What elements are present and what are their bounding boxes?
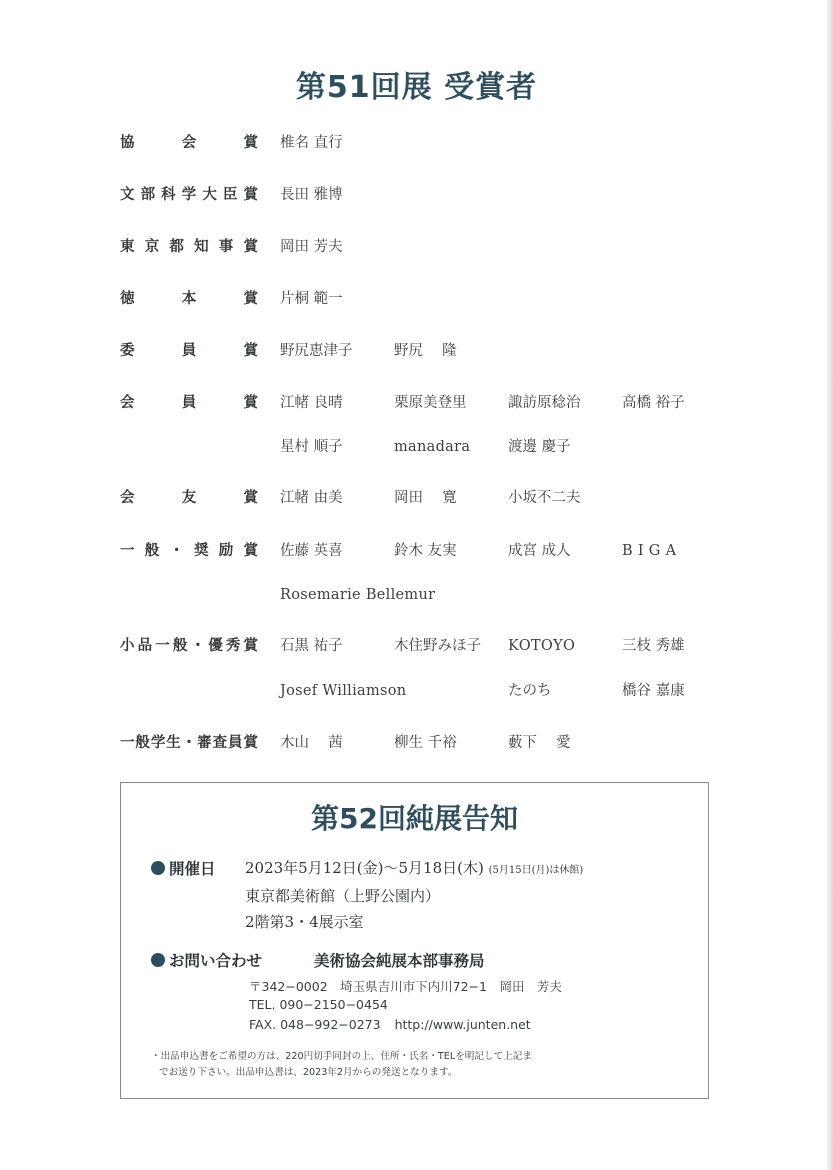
footnote-line-2: でお送り下さい。出品申込書は、2023年2月からの発送となります。 bbox=[159, 1067, 458, 1078]
award-winner: 高橋 裕子 bbox=[622, 395, 685, 411]
page-title: 第51回展 受賞者 bbox=[295, 70, 538, 105]
address: 〒342−0002 埼玉県吉川市下内川72−1 岡田 芳夫 bbox=[249, 979, 562, 994]
bullet-icon bbox=[151, 861, 165, 875]
award-row bbox=[0, 681, 833, 711]
award-row bbox=[0, 341, 833, 371]
award-row bbox=[0, 636, 833, 666]
award-winner: 江帾 由美 bbox=[280, 490, 343, 506]
award-winner: 木山 茜 bbox=[280, 735, 343, 751]
award-winner: 岡田 芳夫 bbox=[280, 239, 343, 255]
venue: 東京都美術館（上野公園内） bbox=[245, 887, 441, 905]
award-winner: 江帾 良晴 bbox=[280, 395, 343, 411]
award-label: 協会賞 bbox=[120, 135, 258, 151]
award-winner: 石黒 祐子 bbox=[280, 638, 343, 654]
contact-org: 美術協会純展本部事務局 bbox=[314, 952, 485, 970]
tel: TEL. 090−2150−0454 bbox=[249, 997, 388, 1012]
award-winner: 佐藤 英喜 bbox=[280, 543, 343, 559]
schedule-note: (5月15日(月)は休館) bbox=[488, 865, 584, 876]
bullet-icon bbox=[151, 953, 165, 967]
award-winner: 藪下 愛 bbox=[508, 735, 571, 751]
award-label: 東京都知事賞 bbox=[120, 239, 258, 255]
notice-title: 第52回純展告知 bbox=[311, 802, 518, 835]
fax-and-url bbox=[249, 1017, 531, 1032]
award-label: 会員賞 bbox=[120, 395, 258, 411]
award-label: 会友賞 bbox=[120, 490, 258, 506]
award-winner: 鈴木 友実 bbox=[394, 543, 457, 559]
award-winner: 渡邊 慶子 bbox=[508, 439, 571, 455]
schedule-dates bbox=[245, 857, 583, 878]
award-label: 徳本賞 bbox=[120, 291, 258, 307]
fax: FAX. 048−992−0273 bbox=[249, 1017, 381, 1032]
award-label: 一般・奨励賞 bbox=[120, 543, 258, 559]
award-row bbox=[0, 289, 833, 319]
award-winner: 小坂不二夫 bbox=[508, 490, 581, 506]
award-winner: B I G A bbox=[622, 543, 677, 559]
award-row bbox=[0, 133, 833, 163]
award-winner: Rosemarie Bellemur bbox=[280, 587, 436, 603]
award-winner: 片桐 範一 bbox=[280, 291, 343, 307]
award-winner: 栗原美登里 bbox=[394, 395, 467, 411]
contact-label: お問い合わせ bbox=[169, 952, 263, 970]
schedule-dates-text: 2023年5月12日(金)〜5月18日(木) bbox=[245, 859, 484, 877]
exhibition-notice bbox=[120, 782, 709, 1099]
award-winner: KOTOYO bbox=[508, 638, 576, 654]
award-row bbox=[0, 541, 833, 571]
award-label: 委員賞 bbox=[120, 343, 258, 359]
award-winner: 長田 雅博 bbox=[280, 187, 343, 203]
award-row bbox=[0, 185, 833, 215]
award-winner: 椎名 直行 bbox=[280, 135, 343, 151]
award-winner: 野尻 隆 bbox=[394, 343, 457, 359]
award-label: 一般学生・審査員賞 bbox=[120, 735, 258, 751]
award-winner: 諏訪原稔治 bbox=[508, 395, 581, 411]
award-row bbox=[0, 237, 833, 267]
award-row bbox=[0, 488, 833, 518]
award-row bbox=[0, 733, 833, 763]
award-winner: 岡田 寛 bbox=[394, 490, 457, 506]
venue-floor: 2階第3・4展示室 bbox=[245, 913, 364, 931]
award-winner: Josef Williamson bbox=[280, 683, 407, 699]
award-row bbox=[0, 437, 833, 467]
award-winner: 柳生 千裕 bbox=[394, 735, 457, 751]
award-winner: manadara bbox=[394, 439, 471, 455]
award-row bbox=[0, 585, 833, 615]
award-winner: 橋谷 嘉康 bbox=[622, 683, 685, 699]
award-winner: 木住野みほ子 bbox=[394, 638, 481, 654]
website-url: http://www.junten.net bbox=[394, 1017, 531, 1032]
schedule-label: 開催日 bbox=[169, 860, 216, 878]
award-label: 文部科学大臣賞 bbox=[120, 187, 258, 203]
award-winner: 成宮 成人 bbox=[508, 543, 571, 559]
footnote-line-1: ・出品申込書をご希望の方は、220円切手同封の上、住所・氏名・TELを明記して上記ま bbox=[151, 1051, 532, 1062]
award-label: 小品一般・優秀賞 bbox=[120, 638, 258, 654]
award-winner: 野尻恵津子 bbox=[280, 343, 353, 359]
award-row bbox=[0, 393, 833, 423]
award-winner: 三枝 秀雄 bbox=[622, 638, 685, 654]
award-winner: 星村 順子 bbox=[280, 439, 343, 455]
award-winner: たのち bbox=[508, 683, 552, 699]
